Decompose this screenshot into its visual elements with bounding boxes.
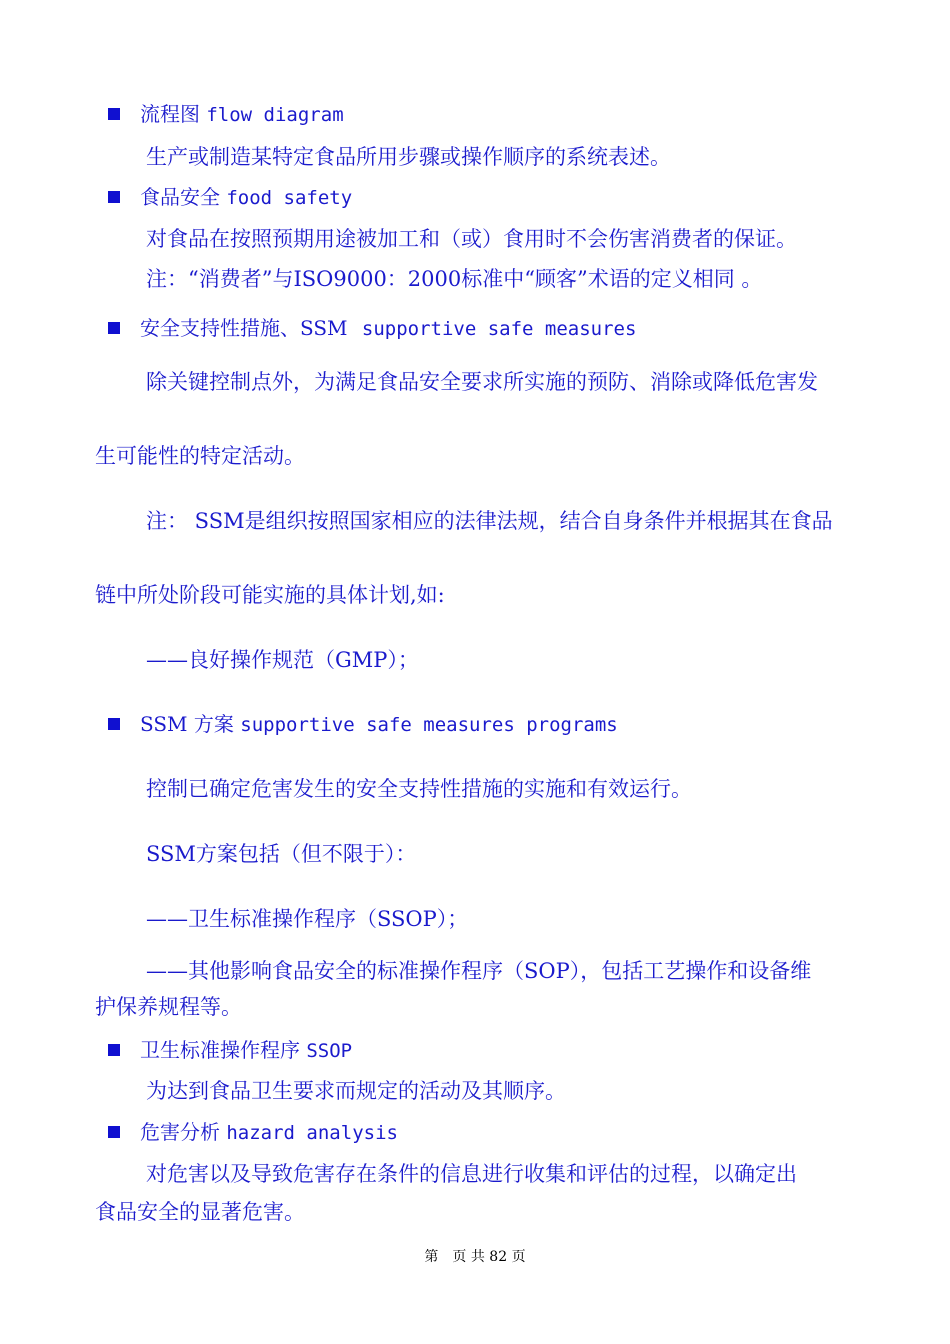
page-footer: 第 页 共 82 页 <box>424 1249 526 1265</box>
heading-en: SSOP <box>306 1040 353 1062</box>
heading-cn: 危害分析 <box>140 1120 220 1144</box>
note-text-cont: 链中所处阶段可能实施的具体计划,如: <box>95 583 445 607</box>
definition-text: 除关键控制点外，为满足食品安全要求所实施的预防、消除或降低危害发 <box>146 370 818 394</box>
note-text: 注： SSM是组织按照国家相应的法律法规，结合自身条件并根据其在食品 <box>146 509 833 533</box>
definition-text-cont: 食品安全的显著危害。 <box>95 1200 305 1224</box>
definition-text: 为达到食品卫生要求而规定的活动及其顺序。 <box>146 1079 566 1103</box>
heading-ssm-programs <box>108 708 618 737</box>
heading-cn: 卫生标准操作程序 <box>140 1038 300 1062</box>
heading-ssop <box>108 1034 352 1063</box>
heading-en: supportive safe measures programs <box>240 714 618 736</box>
definition-text: 控制已确定危害发生的安全支持性措施的实施和有效运行。 <box>146 777 692 801</box>
square-bullet-icon <box>108 718 120 730</box>
heading-flow-diagram <box>108 98 344 127</box>
heading-cn: SSM 方案 <box>140 712 234 736</box>
note-text: 注：“消费者”与ISO9000：2000标准中“顾客”术语的定义相同 。 <box>146 267 763 291</box>
definition-text: 对危害以及导致危害存在条件的信息进行收集和评估的过程，以确定出 <box>146 1162 797 1186</box>
heading-cn: 食品安全 <box>140 185 220 209</box>
square-bullet-icon <box>108 1126 120 1138</box>
definition-text: 对食品在按照预期用途被加工和（或）食用时不会伤害消费者的保证。 <box>146 227 797 251</box>
definition-text: 生产或制造某特定食品所用步骤或操作顺序的系统表述。 <box>146 145 671 169</box>
heading-en: hazard analysis <box>226 1122 398 1144</box>
heading-cn: 安全支持性措施、SSM <box>140 316 348 340</box>
list-item: ——其他影响食品安全的标准操作程序（SOP），包括工艺操作和设备维 <box>146 959 812 983</box>
includes-text: SSM方案包括（但不限于）： <box>146 842 417 866</box>
list-item: ——良好操作规范（GMP）； <box>146 648 419 672</box>
heading-food-safety <box>108 181 352 210</box>
heading-en: flow diagram <box>206 104 344 126</box>
square-bullet-icon <box>108 108 120 120</box>
heading-ssm <box>108 312 636 341</box>
heading-hazard-analysis <box>108 1116 398 1145</box>
heading-en: supportive safe measures <box>361 318 637 340</box>
heading-en: food safety <box>226 187 353 209</box>
definition-text-cont: 生可能性的特定活动。 <box>95 444 305 468</box>
square-bullet-icon <box>108 191 120 203</box>
heading-cn: 流程图 <box>140 102 200 126</box>
square-bullet-icon <box>108 1044 120 1056</box>
square-bullet-icon <box>108 322 120 334</box>
list-item: ——卫生标准操作程序（SSOP）； <box>146 907 469 931</box>
list-item-cont: 护保养规程等。 <box>95 995 242 1019</box>
